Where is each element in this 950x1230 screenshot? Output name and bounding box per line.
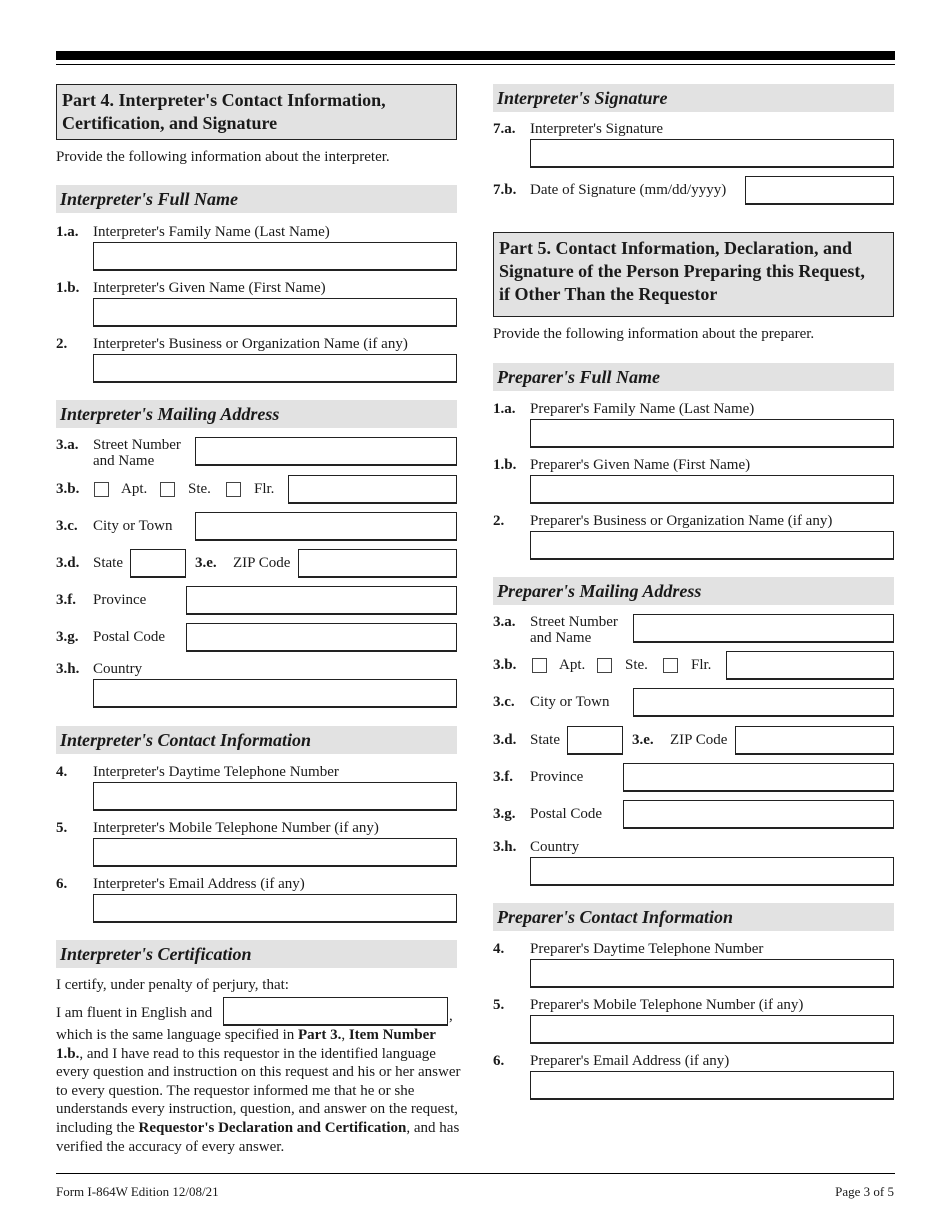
signature-date-label: Date of Signature (mm/dd/yyyy): [530, 182, 727, 198]
daytime-phone-label: Interpreter's Daytime Telephone Number: [93, 764, 339, 780]
zip-label: ZIP Code: [233, 555, 291, 571]
part5-title-line1: Part 5. Contact Information, Declaration, and: [499, 238, 852, 258]
apt-checkbox[interactable]: [532, 658, 547, 673]
preparer-email-field[interactable]: [530, 1071, 894, 1100]
ste-checkbox[interactable]: [597, 658, 612, 673]
item-number: 3.e.: [632, 732, 654, 748]
part4-title-line1: Part 4. Interpreter's Contact Information,: [62, 90, 386, 110]
preparer-state-select[interactable]: [567, 726, 623, 755]
interpreter-unit-number-field[interactable]: [288, 475, 457, 504]
item-number: 3.f.: [493, 769, 513, 785]
preparer-contact-heading: Preparer's Contact Information: [493, 903, 894, 931]
item-number: 4.: [493, 941, 505, 957]
item-number: 1.b.: [493, 457, 517, 473]
preparer-mailing-address-heading: Preparer's Mailing Address: [493, 577, 894, 605]
item-number: 7.b.: [493, 182, 517, 198]
item-number: 3.c.: [493, 694, 515, 710]
interpreter-family-name-label: Interpreter's Family Name (Last Name): [93, 224, 330, 240]
preparer-country-field[interactable]: [530, 857, 894, 886]
item-number: 3.h.: [56, 661, 80, 677]
certification-paragraph: [56, 1026, 461, 1156]
part4-intro: Provide the following information about the interpreter.: [56, 149, 390, 165]
interpreter-country-field[interactable]: [93, 679, 457, 708]
part4-title-line2: Certification, and Signature: [62, 113, 278, 133]
page-number: Page 3 of 5: [835, 1184, 894, 1199]
preparer-zip-field[interactable]: [735, 726, 894, 755]
cert-text: , and I have read to this requestor in the identified language every question and instruction on this request and his or her answer to every question. The requestor informed me that he or she understands every instruction, question, and answer on the request, including the: [56, 1045, 461, 1136]
interpreter-mobile-phone-field[interactable]: [93, 838, 457, 867]
country-label: Country: [530, 839, 580, 855]
part5-title-line2: Signature of the Person Preparing this Request,: [499, 261, 865, 281]
interpreter-city-field[interactable]: [195, 512, 457, 541]
item-number: 1.b.: [56, 280, 80, 296]
item-number: 7.a.: [493, 121, 516, 137]
apt-checkbox[interactable]: [94, 482, 109, 497]
interpreter-org-name-field[interactable]: [93, 354, 457, 383]
signature-date-field[interactable]: [745, 176, 894, 205]
preparer-street-field[interactable]: [633, 614, 894, 643]
item-number: 3.b.: [56, 481, 80, 497]
cert-text: ,: [341, 1027, 349, 1043]
header-thin-rule: [56, 64, 895, 65]
interpreter-signature-field[interactable]: [530, 139, 894, 168]
language-field[interactable]: [223, 997, 448, 1026]
item-number: 5.: [56, 820, 68, 836]
street-label-line1: Street Number: [530, 614, 618, 630]
preparer-org-name-label: Preparer's Business or Organization Name (if any): [530, 513, 833, 529]
flr-label: Flr.: [691, 657, 712, 673]
state-label: State: [93, 555, 123, 571]
form-edition: Form I-864W Edition 12/08/21: [56, 1184, 219, 1199]
fluent-statement: I am fluent in English and: [56, 1005, 213, 1021]
street-label-line1: Street Number: [93, 437, 181, 453]
apt-label: Apt.: [121, 481, 148, 497]
preparer-family-name-field[interactable]: [530, 419, 894, 448]
item-number: 1.a.: [56, 224, 79, 240]
cert-text: , and has verified the accuracy of every answer.: [56, 1119, 460, 1155]
item-number: 3.g.: [56, 629, 79, 645]
province-label: Province: [530, 769, 584, 785]
footer-rule: [56, 1173, 895, 1174]
flr-checkbox[interactable]: [226, 482, 241, 497]
cert-bold: 1.b.: [56, 1045, 80, 1062]
ste-label: Ste.: [625, 657, 648, 673]
item-number: 6.: [56, 876, 68, 892]
preparer-family-name-label: Preparer's Family Name (Last Name): [530, 401, 755, 417]
cert-text: which is the same language specified in: [56, 1027, 299, 1043]
mobile-phone-label: Preparer's Mobile Telephone Number (if any): [530, 997, 804, 1013]
interpreter-state-select[interactable]: [130, 549, 186, 578]
preparer-given-name-label: Preparer's Given Name (First Name): [530, 457, 751, 473]
cert-bold: Part 3.: [298, 1027, 342, 1043]
city-label: City or Town: [93, 518, 173, 534]
flr-label: Flr.: [254, 481, 275, 497]
signature-label: Interpreter's Signature: [530, 121, 664, 137]
item-number: 1.a.: [493, 401, 516, 417]
interpreter-postal-code-field[interactable]: [186, 623, 457, 652]
interpreter-daytime-phone-field[interactable]: [93, 782, 457, 811]
interpreter-province-field[interactable]: [186, 586, 457, 615]
flr-checkbox[interactable]: [663, 658, 678, 673]
item-number: 2.: [493, 513, 505, 529]
part4-title-box: [56, 84, 457, 140]
country-label: Country: [93, 661, 143, 677]
province-label: Province: [93, 592, 147, 608]
interpreter-org-name-label: Interpreter's Business or Organization Name (if any): [93, 336, 408, 352]
interpreter-email-field[interactable]: [93, 894, 457, 923]
cert-bold: Item Number: [348, 1027, 436, 1043]
preparer-daytime-phone-field[interactable]: [530, 959, 894, 988]
interpreter-family-name-field[interactable]: [93, 242, 457, 271]
preparer-postal-code-field[interactable]: [623, 800, 894, 829]
preparer-city-field[interactable]: [633, 688, 894, 717]
postal-code-label: Postal Code: [93, 629, 166, 645]
item-number: 3.d.: [56, 555, 80, 571]
mobile-phone-label: Interpreter's Mobile Telephone Number (if any): [93, 820, 379, 836]
interpreter-zip-field[interactable]: [298, 549, 457, 578]
preparer-mobile-phone-field[interactable]: [530, 1015, 894, 1044]
city-label: City or Town: [530, 694, 610, 710]
part5-title-line3: if Other Than the Requestor: [499, 284, 718, 304]
street-label: [93, 437, 181, 469]
item-number: 6.: [493, 1053, 505, 1069]
item-number: 3.d.: [493, 732, 517, 748]
postal-code-label: Postal Code: [530, 806, 603, 822]
preparer-full-name-heading: Preparer's Full Name: [493, 363, 894, 391]
zip-label: ZIP Code: [670, 732, 728, 748]
item-number: 3.c.: [56, 518, 78, 534]
header-thick-rule: [56, 51, 895, 60]
street-label-line2: and Name: [93, 453, 155, 469]
preparer-given-name-field[interactable]: [530, 475, 894, 504]
preparer-province-field[interactable]: [623, 763, 894, 792]
preparer-org-name-field[interactable]: [530, 531, 894, 560]
certify-statement: I certify, under penalty of perjury, that:: [56, 977, 289, 993]
street-label-line2: and Name: [530, 630, 592, 646]
item-number: 5.: [493, 997, 505, 1013]
state-label: State: [530, 732, 560, 748]
apt-label: Apt.: [559, 657, 586, 673]
item-number: 3.a.: [56, 437, 79, 453]
ste-label: Ste.: [188, 481, 211, 497]
interpreter-signature-heading: Interpreter's Signature: [493, 84, 894, 112]
item-number: 3.h.: [493, 839, 517, 855]
email-label: Interpreter's Email Address (if any): [93, 876, 305, 892]
item-number: 3.g.: [493, 806, 516, 822]
part5-title-box: [493, 232, 894, 317]
interpreter-contact-heading: Interpreter's Contact Information: [56, 726, 457, 754]
comma: ,: [449, 1008, 453, 1024]
interpreter-mailing-address-heading: Interpreter's Mailing Address: [56, 400, 457, 428]
cert-bold: Requestor's Declaration and Certification: [138, 1119, 407, 1136]
part5-intro: Provide the following information about the preparer.: [493, 326, 815, 342]
item-number: 4.: [56, 764, 68, 780]
street-label: [530, 614, 618, 646]
item-number: 3.f.: [56, 592, 76, 608]
item-number: 2.: [56, 336, 68, 352]
item-number: 3.b.: [493, 657, 517, 673]
ste-checkbox[interactable]: [160, 482, 175, 497]
interpreter-given-name-field[interactable]: [93, 298, 457, 327]
interpreter-street-field[interactable]: [195, 437, 457, 466]
item-number: 3.a.: [493, 614, 516, 630]
preparer-unit-number-field[interactable]: [726, 651, 894, 680]
interpreter-full-name-heading: Interpreter's Full Name: [56, 185, 457, 213]
daytime-phone-label: Preparer's Daytime Telephone Number: [530, 941, 764, 957]
email-label: Preparer's Email Address (if any): [530, 1053, 730, 1069]
interpreter-given-name-label: Interpreter's Given Name (First Name): [93, 280, 326, 296]
interpreter-certification-heading: Interpreter's Certification: [56, 940, 457, 968]
item-number: 3.e.: [195, 555, 217, 571]
